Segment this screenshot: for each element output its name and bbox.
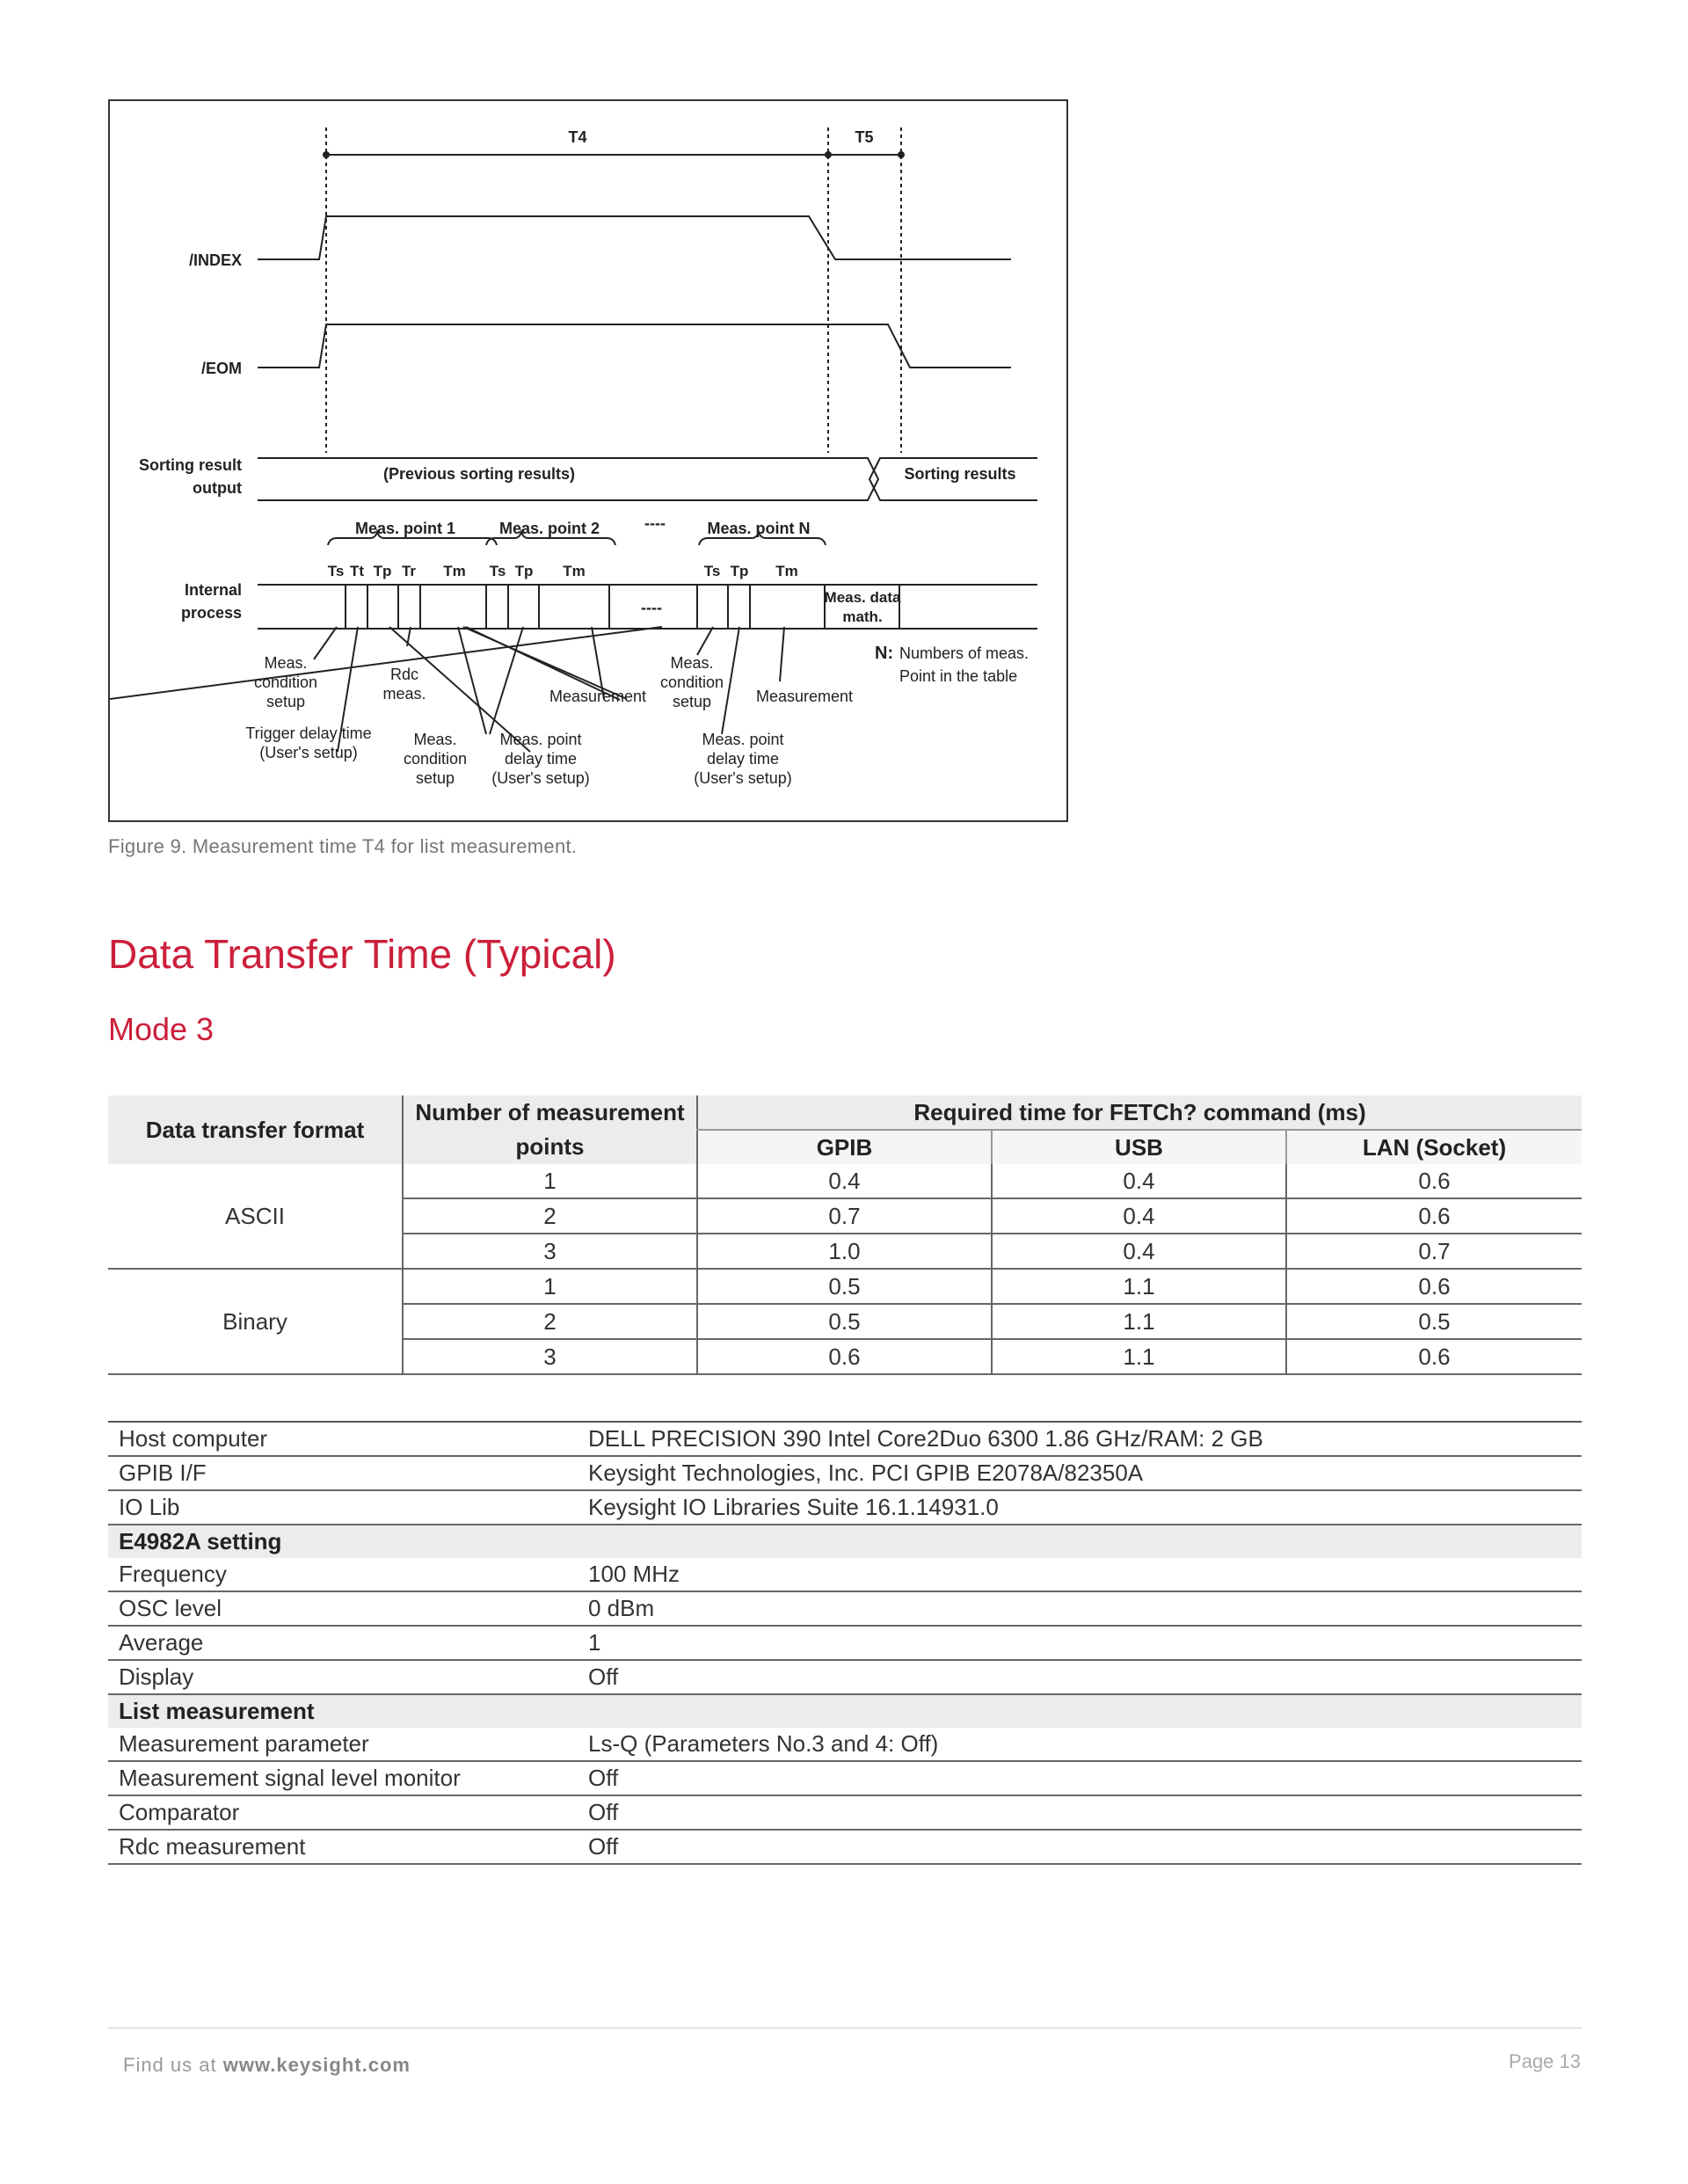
points-cell: 1: [403, 1269, 697, 1304]
t4-start-dot: [323, 151, 330, 158]
label-point-delay-b-1: Meas. point: [702, 731, 784, 748]
header-points-1: Number of measurement: [403, 1096, 697, 1130]
condition-label: Comparator: [108, 1795, 578, 1830]
label-rdc-1: Rdc: [389, 666, 419, 683]
label-n-note-1: Numbers of meas.: [899, 644, 1030, 662]
condition-label: GPIB I/F: [108, 1456, 578, 1490]
gpib-cell: 0.7: [697, 1198, 992, 1234]
condition-label: IO Lib: [108, 1490, 578, 1525]
figure-caption: Figure 9. Measurement time T4 for list measurement.: [108, 835, 578, 857]
label-trigger-1: Trigger delay time: [245, 724, 372, 742]
condition-row: [108, 1558, 1582, 1591]
label-n-letter: N:: [875, 644, 894, 663]
header-format: Data transfer format: [108, 1096, 403, 1164]
mode-subtitle: Mode 3: [108, 1011, 215, 1047]
label-cond-c-2: condition: [403, 750, 468, 768]
condition-value: 0 dBm: [578, 1591, 1582, 1626]
footer-find-us-label: Find us at: [123, 2054, 217, 2076]
gpib-cell: 0.4: [697, 1164, 992, 1198]
label-meas-point-1: Meas. point 1: [354, 520, 456, 537]
index-waveform: [258, 216, 1011, 259]
label-tt-1: Tt: [349, 563, 365, 579]
footer-find-us: [123, 2054, 411, 2077]
condition-value: Keysight IO Libraries Suite 16.1.14931.0: [578, 1490, 1582, 1525]
label-meas-data-1: Meas. data: [824, 589, 901, 606]
table-row: [108, 1164, 1582, 1198]
label-rdc-2: meas.: [382, 685, 426, 703]
condition-value: DELL PRECISION 390 Intel Core2Duo 6300 1.86 GHz/RAM: 2 GB: [578, 1422, 1582, 1456]
label-point-delay-b-2: delay time: [706, 750, 780, 768]
header-required-time: Required time for FETCh? command (ms): [697, 1096, 1582, 1130]
label-cond-a-2: condition: [253, 673, 318, 691]
label-tm-2: Tm: [563, 563, 586, 579]
label-eom-signal: /EOM: [200, 360, 242, 377]
condition-row: [108, 1422, 1582, 1456]
label-ts-n: Ts: [703, 563, 721, 579]
condition-row: [108, 1830, 1582, 1864]
label-point-delay-a-2: delay time: [504, 750, 578, 768]
table-row: [108, 1269, 1582, 1304]
usb-cell: 1.1: [992, 1304, 1286, 1339]
usb-cell: 0.4: [992, 1234, 1286, 1269]
label-cond-a-3: setup: [266, 693, 306, 710]
condition-label: Host computer: [108, 1422, 578, 1456]
label-dashes-internal: ----: [641, 599, 662, 616]
label-tm-1: Tm: [443, 563, 466, 579]
footer-website-link[interactable]: www.keysight.com: [222, 2054, 411, 2076]
label-meas-point-2: Meas. point 2: [498, 520, 600, 537]
label-measurement-1: Measurement: [549, 688, 647, 705]
timing-diagram: [110, 101, 1070, 824]
label-tp-n: Tp: [730, 563, 749, 579]
leader-lines-2: [466, 627, 784, 734]
usb-cell: 0.4: [992, 1198, 1286, 1234]
condition-value: 100 MHz: [578, 1558, 1582, 1591]
label-point-delay-a-1: Meas. point: [499, 731, 582, 748]
label-cond-c-3: setup: [415, 769, 455, 787]
t4-end-dot: [825, 151, 832, 158]
footer-divider: [108, 2027, 1582, 2028]
label-cond-b-2: condition: [659, 673, 724, 691]
label-tr-1: Tr: [401, 563, 417, 579]
condition-label: Measurement signal level monitor: [108, 1761, 578, 1795]
label-measurement-2: Measurement: [755, 688, 854, 705]
condition-label: OSC level: [108, 1591, 578, 1626]
label-point-delay-a-3: (User's setup): [491, 769, 590, 787]
condition-row: [108, 1591, 1582, 1626]
condition-row: [108, 1728, 1582, 1761]
label-meas-data-2: math.: [842, 608, 883, 625]
usb-cell: 1.1: [992, 1269, 1286, 1304]
condition-label: Average: [108, 1626, 578, 1660]
group-heading-e4982a: E4982A setting: [108, 1525, 1582, 1558]
header-points-2: points: [403, 1130, 697, 1164]
condition-label: Measurement parameter: [108, 1728, 578, 1761]
label-trigger-2: (User's setup): [259, 744, 358, 761]
label-point-delay-b-3: (User's setup): [694, 769, 792, 787]
label-sorting-output-2: output: [193, 479, 242, 497]
label-index-signal: /INDEX: [188, 251, 242, 269]
condition-label: Display: [108, 1660, 578, 1694]
test-conditions-table: [108, 1421, 1582, 1865]
condition-value: Keysight Technologies, Inc. PCI GPIB E2078A/82350A: [578, 1456, 1582, 1490]
header-usb: USB: [992, 1130, 1286, 1164]
label-ts-2: Ts: [489, 563, 506, 579]
condition-row: [108, 1490, 1582, 1525]
page-number: Page 13: [1509, 2050, 1581, 2072]
points-cell: 3: [403, 1234, 697, 1269]
label-ts-1: Ts: [327, 563, 345, 579]
label-meas-point-n: Meas. point N: [707, 520, 811, 537]
points-cell: 2: [403, 1304, 697, 1339]
label-sorting-results: Sorting results: [904, 465, 1016, 483]
data-transfer-table: [108, 1096, 1582, 1375]
header-gpib: GPIB: [697, 1130, 992, 1164]
gpib-cell: 0.5: [697, 1269, 992, 1304]
lan-cell: 0.6: [1286, 1339, 1582, 1374]
lan-cell: 0.6: [1286, 1164, 1582, 1198]
gpib-cell: 1.0: [697, 1234, 992, 1269]
label-previous-results: (Previous sorting results): [382, 465, 576, 483]
label-t5: T5: [855, 128, 874, 146]
label-cond-a-1: Meas.: [264, 654, 308, 672]
points-cell: 3: [403, 1339, 697, 1374]
condition-label: Rdc measurement: [108, 1830, 578, 1864]
condition-value: Off: [578, 1830, 1582, 1864]
points-cell: 1: [403, 1164, 697, 1198]
condition-value: Off: [578, 1795, 1582, 1830]
label-cond-b-3: setup: [672, 693, 712, 710]
condition-value: Ls-Q (Parameters No.3 and 4: Off): [578, 1728, 1582, 1761]
t5-end-dot: [898, 151, 905, 158]
condition-group-row: [108, 1525, 1582, 1558]
label-tp-1: Tp: [373, 563, 392, 579]
condition-row: [108, 1456, 1582, 1490]
lan-cell: 0.7: [1286, 1234, 1582, 1269]
label-internal-1: Internal: [184, 581, 242, 599]
timing-diagram-figure: [108, 99, 1068, 822]
condition-value: 1: [578, 1626, 1582, 1660]
condition-row: [108, 1761, 1582, 1795]
lan-cell: 0.6: [1286, 1198, 1582, 1234]
eom-waveform: [258, 324, 1011, 368]
label-cond-b-1: Meas.: [670, 654, 714, 672]
usb-cell: 1.1: [992, 1339, 1286, 1374]
label-t4: T4: [568, 128, 587, 146]
condition-value: Off: [578, 1761, 1582, 1795]
condition-value: Off: [578, 1660, 1582, 1694]
label-internal-2: process: [180, 604, 242, 622]
label-n-note-2: Point in the table: [899, 667, 1018, 685]
points-cell: 2: [403, 1198, 697, 1234]
lan-cell: 0.5: [1286, 1304, 1582, 1339]
gpib-cell: 0.6: [697, 1339, 992, 1374]
usb-cell: 0.4: [992, 1164, 1286, 1198]
label-tm-n: Tm: [775, 563, 798, 579]
section-title: Data Transfer Time (Typical): [108, 931, 616, 977]
label-cond-c-1: Meas.: [413, 731, 457, 748]
condition-group-row: [108, 1694, 1582, 1728]
header-lan: LAN (Socket): [1286, 1130, 1582, 1164]
group-heading-list-measurement: List measurement: [108, 1694, 1582, 1728]
condition-row: [108, 1795, 1582, 1830]
condition-row: [108, 1660, 1582, 1694]
condition-row: [108, 1626, 1582, 1660]
label-tp-2: Tp: [514, 563, 534, 579]
label-sorting-output-1: Sorting result: [138, 456, 242, 474]
internal-segments: [346, 585, 899, 629]
format-cell: ASCII: [108, 1164, 403, 1269]
lan-cell: 0.6: [1286, 1269, 1582, 1304]
format-cell: Binary: [108, 1269, 403, 1374]
condition-label: Frequency: [108, 1558, 578, 1591]
label-dashes-top: ----: [644, 514, 666, 532]
gpib-cell: 0.5: [697, 1304, 992, 1339]
